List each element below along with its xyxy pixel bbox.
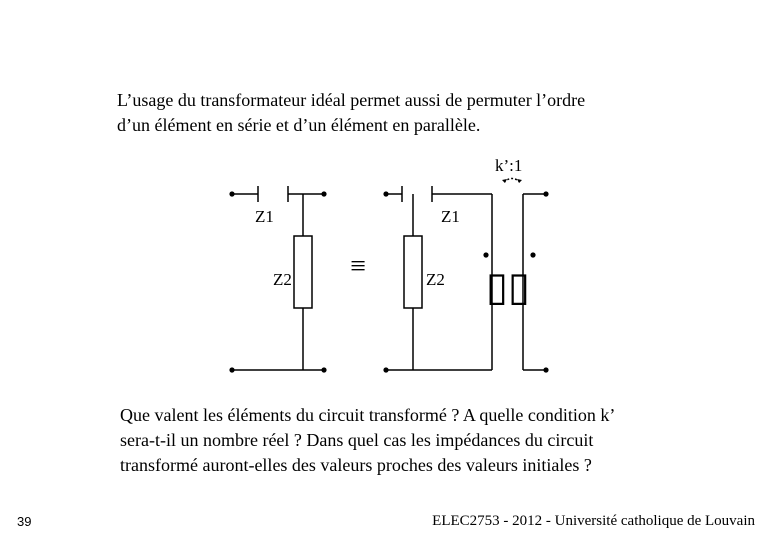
question-line-3: transformé auront-elles des valeurs proches des valeurs initiales ? — [120, 455, 592, 475]
right-shunt-label: Z2 — [426, 270, 445, 289]
ratio-arrow-left — [502, 179, 507, 183]
right-terminal-top-in — [383, 191, 388, 196]
left-terminal-top-out — [321, 191, 326, 196]
question-text — [120, 403, 680, 478]
transformer-primary-dot — [483, 252, 488, 257]
left-shunt-label: Z2 — [273, 270, 292, 289]
transformer-symbol: ▯▯ — [485, 264, 531, 310]
left-terminal-bottom-in — [229, 367, 234, 372]
question-line-1: Que valent les éléments du circuit transformé ? A quelle condition k’ — [120, 405, 616, 425]
intro-line-2: d’un élément en série et d’un élément en parallèle. — [117, 115, 481, 135]
intro-line-1: L’usage du transformateur idéal permet aussi de permuter l’ordre — [117, 90, 586, 110]
page-number: 39 — [17, 514, 32, 529]
right-terminal-bottom-out — [543, 367, 548, 372]
footer-text: ELEC2753 - 2012 - Université catholique de Louvain — [432, 513, 755, 529]
transformer-ratio-arc — [504, 179, 520, 183]
ratio-arrow-right — [517, 179, 522, 183]
equivalence-symbol: ≡ — [350, 251, 366, 282]
left-terminal-bottom-out — [321, 367, 326, 372]
transformer-ratio-label: k’:1 — [495, 156, 523, 175]
right-terminal-top-out — [543, 191, 548, 196]
question-line-2: sera-t-il un nombre réel ? Dans quel cas les impédances du circuit — [120, 430, 594, 450]
left-shunt-impedance — [294, 236, 312, 308]
right-terminal-bottom-in — [383, 367, 388, 372]
left-terminal-top-in — [229, 191, 234, 196]
right-series-label: Z1 — [441, 207, 460, 226]
left-series-label: Z1 — [255, 207, 274, 226]
right-shunt-impedance — [404, 236, 422, 308]
transformer-secondary-dot — [530, 252, 535, 257]
